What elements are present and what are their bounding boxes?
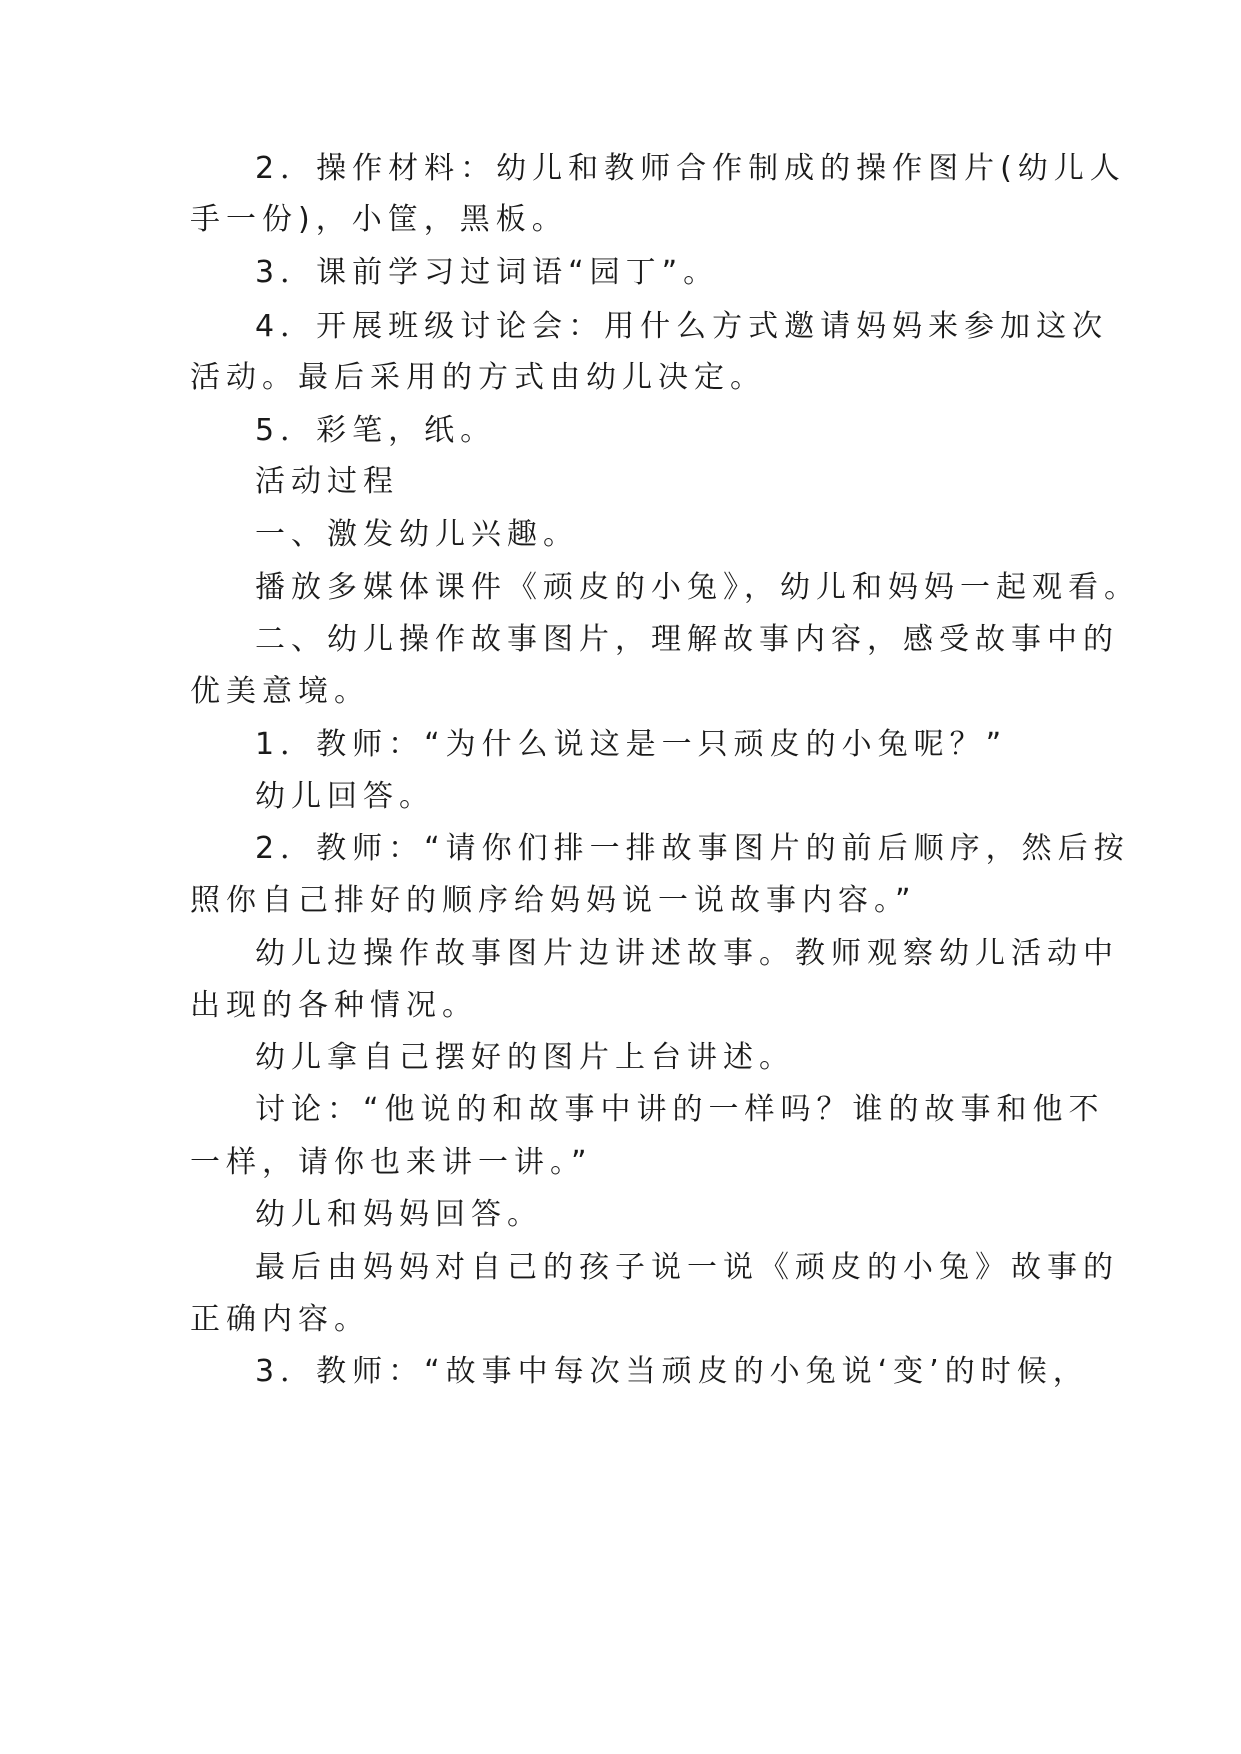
text-line: 4．开展班级讨论会：用什么方式邀请妈妈来参加这次 — [255, 309, 1109, 344]
text-line: 3．教师：“故事中每次当顽皮的小兔说‘变’的时候， — [255, 1354, 1089, 1389]
text-line: 幼儿和妈妈回答。 — [255, 1197, 543, 1232]
text-line: 优美意境。 — [190, 674, 370, 709]
text-line: 3．课前学习过词语“园丁”。 — [255, 255, 720, 290]
text-line: 手一份)，小筐，黑板。 — [190, 202, 568, 237]
text-line: 幼儿拿自己摆好的图片上台讲述。 — [255, 1040, 795, 1075]
text-line: 一、激发幼儿兴趣。 — [255, 517, 579, 552]
text-line: 幼儿边操作故事图片边讲述故事。教师观察幼儿活动中 — [255, 936, 1119, 971]
text-line: 1．教师：“为什么说这是一只顽皮的小兔呢？” — [255, 727, 1008, 762]
section-heading: 活动过程 — [255, 464, 399, 499]
text-line: 2．操作材料：幼儿和教师合作制成的操作图片(幼儿人 — [255, 151, 1126, 186]
text-line: 讨论：“他说的和故事中讲的一样吗？谁的故事和他不 — [255, 1092, 1105, 1127]
text-line: 最后由妈妈对自己的孩子说一说《顽皮的小兔》故事的 — [255, 1250, 1119, 1285]
text-line: 一样，请你也来讲一讲。” — [190, 1145, 593, 1180]
text-line: 播放多媒体课件《顽皮的小兔》，幼儿和妈妈一起观看。 — [255, 570, 1140, 605]
text-line: 活动。最后采用的方式由幼儿决定。 — [190, 360, 766, 395]
text-line: 2．教师：“请你们排一排故事图片的前后顺序，然后按 — [255, 831, 1130, 866]
text-line: 照你自己排好的顺序给妈妈说一说故事内容。” — [190, 883, 917, 918]
text-line: 二、幼儿操作故事图片，理解故事内容，感受故事中的 — [255, 622, 1119, 657]
text-line: 出现的各种情况。 — [190, 988, 478, 1023]
text-line: 5．彩笔，纸。 — [255, 413, 497, 448]
text-line: 正确内容。 — [190, 1302, 370, 1337]
text-line: 幼儿回答。 — [255, 779, 435, 814]
